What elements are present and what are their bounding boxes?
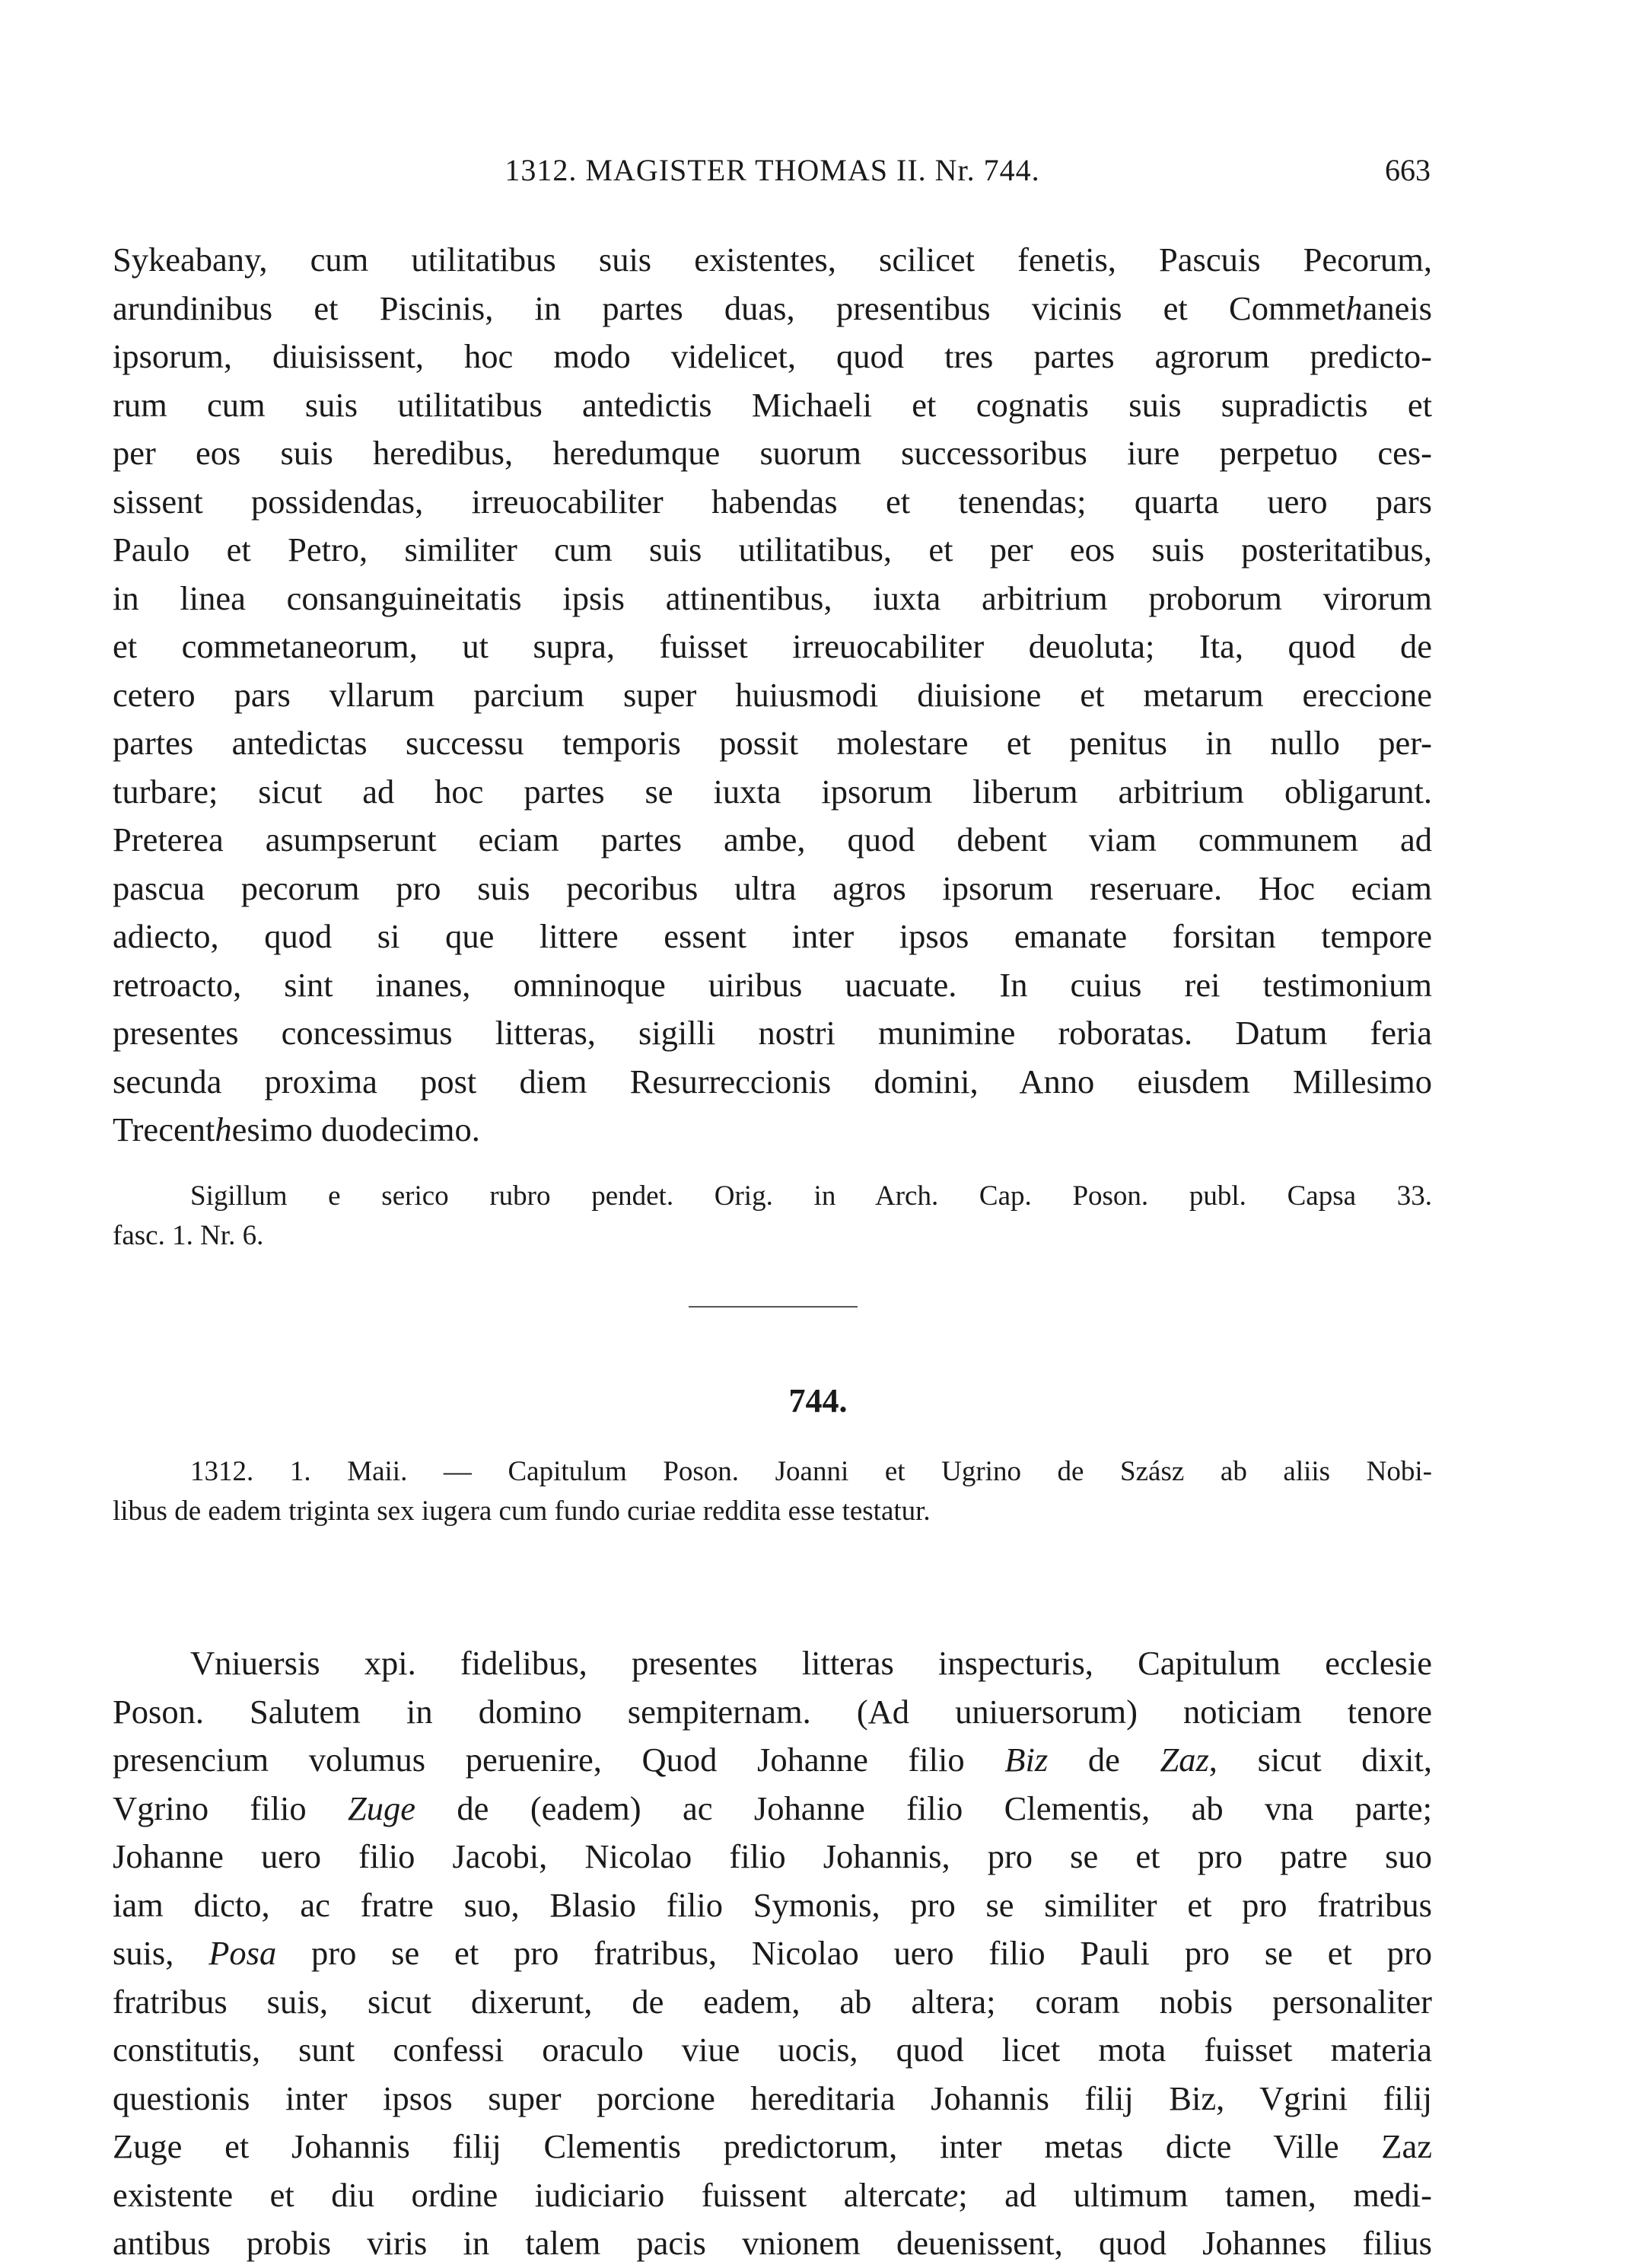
text-line: rum cum suis utilitatibus antedictis Michaeli et cognatis suis supradictis et <box>113 385 1432 424</box>
text-line: adiecto, quod si que littere essent inter ipsos emanate forsitan tempore <box>113 917 1432 955</box>
text-line: presentes concessimus litteras, sigilli nostri munimine roboratas. Datum feria <box>113 1014 1432 1052</box>
text-line: turbare; sicut ad hoc partes se iuxta ipsorum liberum arbitrium obligarunt. <box>113 772 1432 811</box>
text-line: pascua pecorum pro suis pecoribus ultra agros ipsorum reseruare. Hoc eciam <box>113 868 1432 907</box>
text-line: existente et diu ordine iudiciario fuissent altercate; ad ultimum tamen, medi- <box>113 2175 1432 2214</box>
text-line: suis, Posa pro se et pro fratribus, Nicolao uero filio Pauli pro se et pro <box>113 1934 1433 1972</box>
section-divider <box>689 1306 858 1308</box>
text-line: iam dicto, ac fratre suo, Blasio filio Symonis, pro se similiter et pro fratribus <box>113 1885 1432 1924</box>
text-line: sissent possidendas, irreuocabiliter habendas et tenendas; quarta uero pars <box>113 482 1432 521</box>
running-head-title: 1312. MAGISTER THOMAS II. Nr. 744. <box>504 153 1040 187</box>
text-line: fratribus suis, sicut dixerunt, de eadem, ab altera; coram nobis personaliter <box>113 1982 1432 2021</box>
text-line: arundinibus et Piscinis, in partes duas, presentibus vicinis et Commethaneis <box>113 288 1432 327</box>
document-text <box>113 1639 1432 2268</box>
text-line: questionis inter ipsos super porcione hereditaria Johannis filij Biz, Vgrini filij <box>113 2078 1432 2117</box>
text-line: antibus probis viris in talem pacis vnionem deuenissent, quod Johannes filius <box>113 2224 1432 2262</box>
continued-text <box>113 236 1432 1155</box>
text-line: Vniuersis xpi. fidelibus, presentes litteras inspecturis, Capitulum ecclesie <box>190 1644 1432 1682</box>
source-note <box>113 1177 1432 1256</box>
text-line: Trecenthesimo duodecimo. <box>113 1110 480 1148</box>
text-line: ipsorum, diuisissent, hoc modo videlicet, quod tres partes agrorum predicto- <box>113 337 1432 375</box>
summary-line: 1312. 1. Maii. — Capitulum Poson. Joanni et Ugrino de Szász ab aliis Nobi- <box>190 1456 1432 1487</box>
text-line: cetero pars vllarum parcium super huiusmodi diuisione et metarum ereccione <box>113 675 1432 714</box>
text-line: constitutis, sunt confessi oraculo viue uocis, quod licet mota fuisset materia <box>113 2031 1432 2069</box>
page-number: 663 <box>1385 153 1431 187</box>
text-line: retroacto, sint inanes, omninoque uiribus uacuate. In cuius rei testimonium <box>113 965 1432 1004</box>
text-line: per eos suis heredibus, heredumque suorum successoribus iure perpetuo ces- <box>113 434 1432 472</box>
summary-line: libus de eadem triginta sex iugera cum fundo curiae reddita esse testatur. <box>113 1496 931 1527</box>
text-line: secunda proxima post diem Resurreccionis domini, Anno eiusdem Millesimo <box>113 1062 1432 1101</box>
text-line: Paulo et Petro, similiter cum suis utilitatibus, et per eos suis posteritatibus, <box>113 530 1432 569</box>
text-line: partes antedictas successu temporis possit molestare et penitus in nullo per- <box>113 724 1432 762</box>
text-line: Sykeabany, cum utilitatibus suis existentes, scilicet fenetis, Pascuis Pecorum, <box>113 240 1432 279</box>
text-line: Preterea asumpserunt eciam partes ambe, quod debent viam communem ad <box>113 820 1432 858</box>
document-summary <box>113 1452 1432 1531</box>
text-line: et commetaneorum, ut supra, fuisset irreuocabiliter deuoluta; Ita, quod de <box>113 627 1432 665</box>
text-line: Zuge et Johannis filij Clementis predictorum, inter metas dicte Ville Zaz <box>113 2127 1432 2165</box>
note-line: fasc. 1. Nr. 6. <box>113 1220 264 1251</box>
text-line: in linea consanguineitatis ipsis attinentibus, iuxta arbitrium proborum virorum <box>113 578 1432 617</box>
text-line: Vgrino filio Zuge de (eadem) ac Johanne filio Clementis, ab vna parte; <box>113 1789 1432 1827</box>
document-number: 744. <box>788 1382 848 1419</box>
text-line: Poson. Salutem in domino sempiternam. (Ad uniuersorum) noticiam tenore <box>113 1692 1432 1731</box>
text-line: presencium volumus peruenire, Quod Johanne filio Biz de Zaz, sicut dixit, <box>113 1741 1432 1779</box>
note-line: Sigillum e serico rubro pendet. Orig. in Arch. Cap. Poson. publ. Capsa 33. <box>190 1180 1432 1212</box>
text-line: Johanne uero filio Jacobi, Nicolao filio Johannis, pro se et pro patre suo <box>113 1837 1432 1875</box>
running-head <box>114 152 1431 198</box>
